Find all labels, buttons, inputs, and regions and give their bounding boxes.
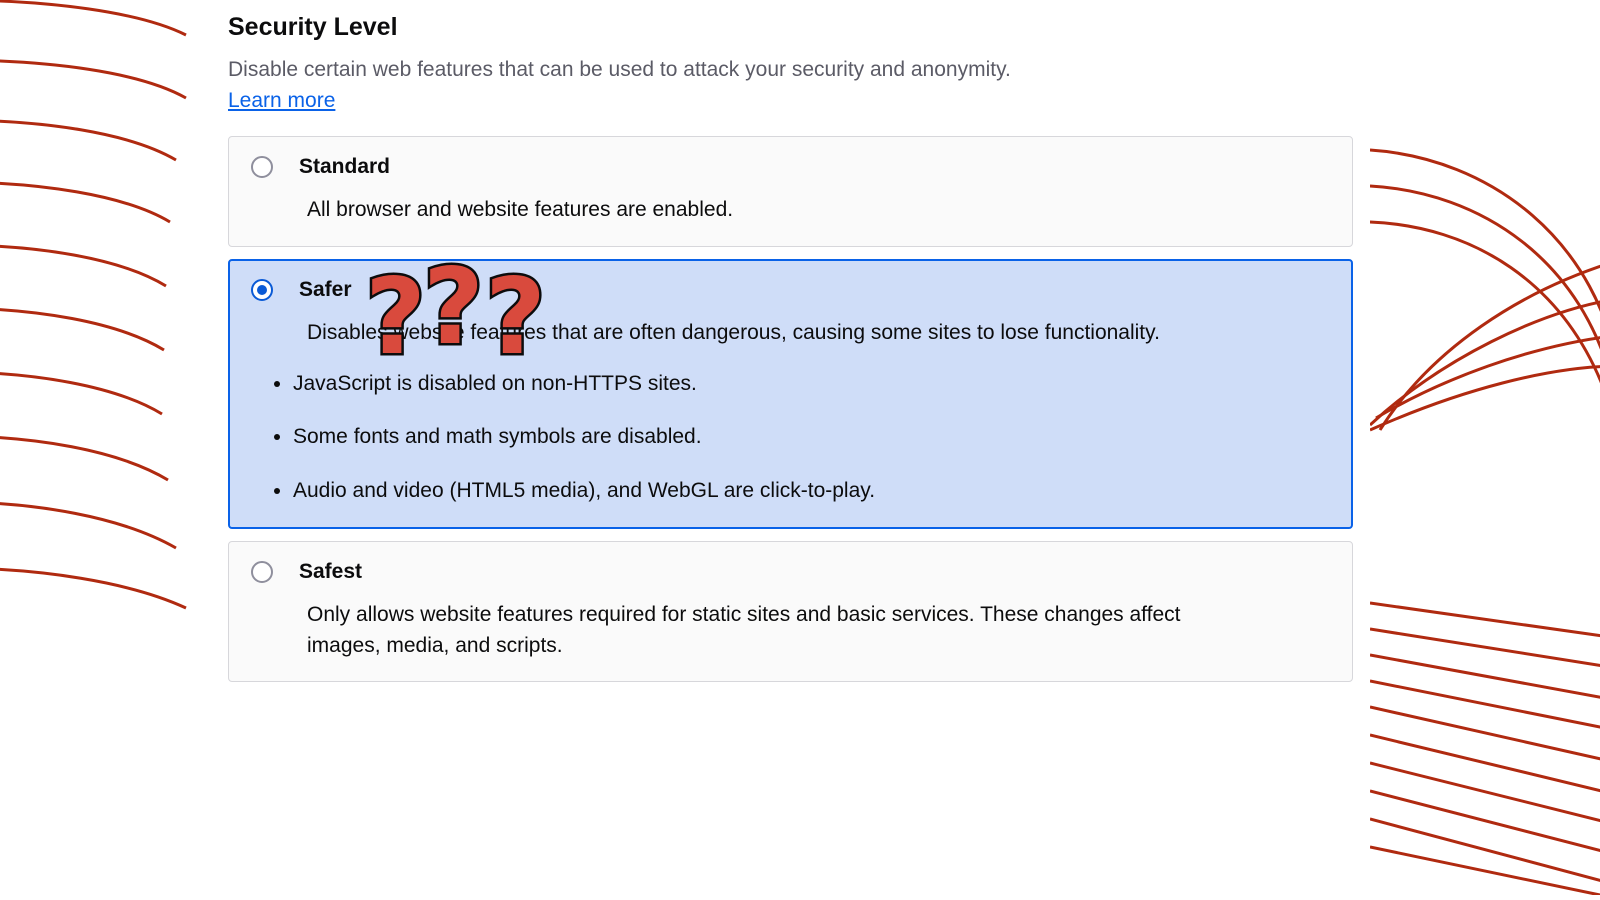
radio-safest-icon[interactable]: [251, 561, 273, 583]
svg-text:?: ?: [423, 255, 484, 368]
security-level-options: [228, 136, 1353, 682]
svg-text:?: ?: [485, 256, 546, 370]
radio-safer-icon[interactable]: [251, 279, 273, 301]
option-safer-header[interactable]: [251, 278, 1330, 302]
security-level-panel: [228, 0, 1353, 694]
option-safest-header[interactable]: [251, 560, 1330, 584]
decorative-arcs-right-bottom: [1370, 595, 1600, 895]
list-item: • Audio and video (HTML5 media), and WebGL are click-to-play.: [293, 477, 1330, 504]
option-standard[interactable]: [228, 136, 1353, 246]
list-item: • Some fonts and math symbols are disabled.: [293, 423, 1330, 450]
option-safest-label: Safest: [299, 560, 363, 584]
option-safer-bullets: [251, 370, 1330, 504]
decorative-arcs-right-top: [1370, 130, 1600, 450]
page-title: Security Level: [228, 13, 398, 41]
option-safer-label: Safer: [299, 277, 352, 301]
option-standard-header[interactable]: [251, 155, 1330, 179]
learn-more-link[interactable]: Learn more: [228, 89, 336, 113]
radio-standard-icon[interactable]: [251, 156, 273, 178]
option-standard-description: All browser and website features are enabled.: [307, 198, 734, 222]
svg-text:?: ?: [365, 256, 426, 370]
list-item: • JavaScript is disabled on non-HTTPS sites.: [293, 370, 1330, 397]
section-description: Disable certain web features that can be used to attack your security and anonymity.: [228, 58, 1011, 81]
option-safer[interactable]: [228, 259, 1353, 529]
option-safest-description: Only allows website features required for static sites and basic services. These changes affect images, media, and scripts.: [307, 603, 1181, 657]
option-safer-description: Disables website features that are often dangerous, causing some sites to lose functionality.: [307, 320, 1160, 344]
decorative-arcs-left: [0, 0, 220, 630]
option-standard-label: Standard: [299, 155, 391, 179]
option-safest[interactable]: [228, 541, 1353, 682]
